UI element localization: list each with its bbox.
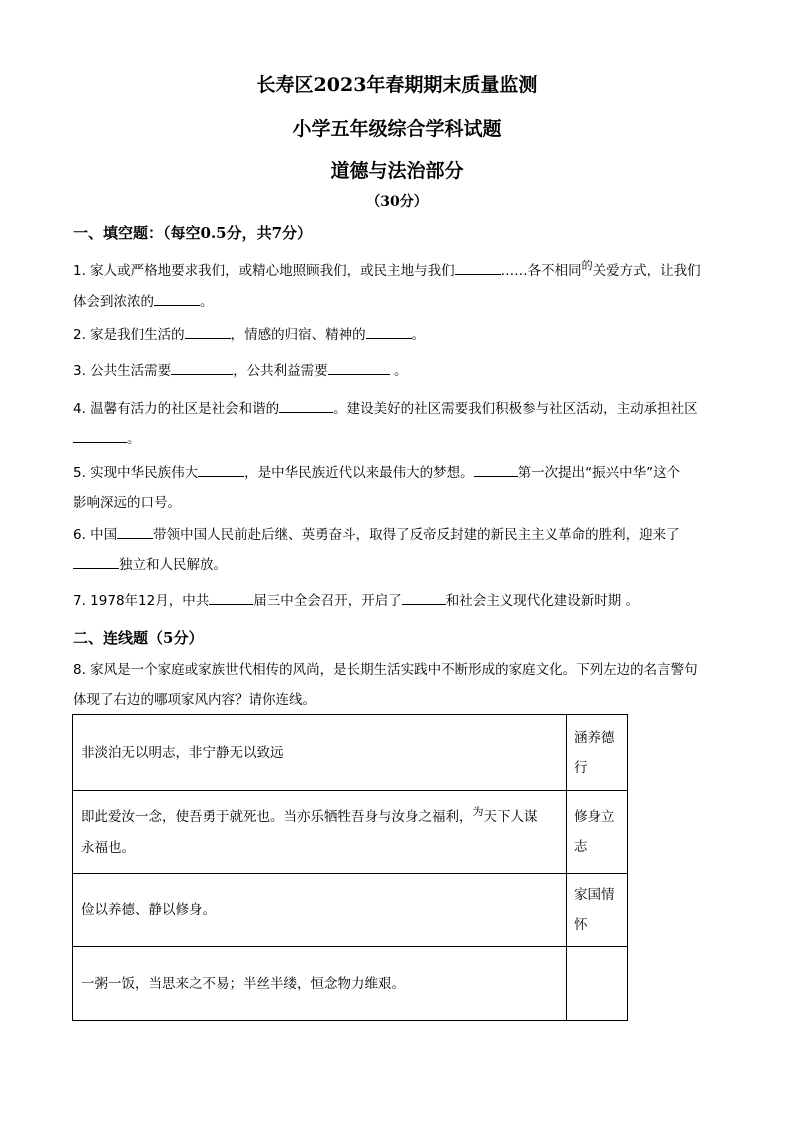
quote-text: 永福也。 [81,839,135,856]
quote-cell[interactable] [73,715,567,791]
question-text: 独立和人民解放。 [119,557,227,573]
answer-blank[interactable] [73,428,127,443]
answer-blank[interactable] [328,360,390,375]
value-cell[interactable] [567,791,628,874]
table-row [73,874,628,947]
quote-text: 为 [472,804,484,818]
question-7 [73,586,728,616]
section-heading-fill-in: 一、填空题：（每空0.5分，共7分） [73,224,313,242]
question-text: 。 [411,327,426,343]
question-text: 。建设美好的社区需要我们积极参与社区活动，主动承担社区 [333,401,698,417]
table-row [73,791,628,874]
question-text: 8. 家风是一个家庭或家族世代相传的风尚，是长期生活实践中不断形成的家庭文化。下列左边的名言警句 [73,662,698,678]
question-text: 第一次提出“振兴中华”这个 [517,465,681,481]
answer-blank[interactable] [279,398,333,413]
question-8 [73,655,728,715]
value-text: 志 [574,839,588,855]
quote-cell[interactable] [73,874,567,947]
question-text: 届三中全会召开，开启了 [253,593,402,609]
value-cell[interactable] [567,715,628,791]
question-2 [73,320,728,350]
exam-title: 长寿区2023年春期期末质量监测 [256,74,538,96]
answer-blank[interactable] [185,324,231,339]
question-text: ，公共利益需要 [233,363,328,379]
question-text: 影响深远的口号。 [73,495,181,511]
quote-text: 非淡泊无以明志，非宁静无以致远 [81,744,284,761]
question-text: ，是中华民族近代以来最伟大的梦想。 [244,465,474,481]
question-6 [73,520,728,580]
quote-text: 天下人谋 [483,808,538,825]
value-text: 家国情 [574,887,615,903]
answer-blank[interactable] [198,462,244,477]
quote-text: 一粥一饭，当思来之不易；半丝半缕，恒念物力维艰。 [81,975,405,992]
table-row [73,947,628,1021]
quote-text: 即此爱汝一念，使吾勇于就死也。当亦乐牺牲吾身与汝身之福利， [81,808,473,825]
question-text: 1. 家人或严格地要求我们，或精心地照顾我们，或民主地与我们 [73,263,455,279]
question-text: 体现了右边的哪项家风内容？请你连线。 [73,692,316,708]
answer-blank[interactable] [209,590,253,605]
table-row [73,715,628,791]
answer-blank[interactable] [154,291,200,306]
part-score: （30分） [366,194,428,210]
question-text: 4. 温馨有活力的社区是社会和谐的 [73,401,280,417]
question-text: 带领中国人民前赴后继、英勇奋斗，取得了反帝反封建的新民主主义革命的胜利，迎来了 [153,527,680,543]
section-heading-matching: 二、连线题（5分） [73,629,204,647]
answer-blank[interactable] [474,462,518,477]
answer-blank[interactable] [171,360,233,375]
question-5 [73,458,728,518]
answer-blank[interactable] [366,324,412,339]
question-text: 。 [389,363,408,379]
question-text: 5. 实现中华民族伟大 [73,465,199,481]
question-text: 。 [200,294,214,310]
value-text: 怀 [574,917,588,933]
answer-blank[interactable] [455,260,501,275]
question-text: 关爱方式，让我们 [592,263,701,279]
value-text: 行 [574,759,588,776]
question-text: 2. 家是我们生活的 [73,327,185,343]
value-text: 修身立 [574,809,615,825]
value-cell[interactable] [567,874,628,947]
question-text: 。 [127,431,141,447]
question-text: ……各不相同 [500,263,582,279]
answer-blank[interactable] [73,554,119,569]
exam-subtitle: 小学五年级综合学科试题 [292,118,502,140]
value-cell[interactable] [567,947,628,1021]
quote-text: 俭以养德、静以修身。 [81,902,216,918]
question-text: 6. 中国 [73,527,118,543]
question-text: 体会到浓浓的 [73,294,154,310]
quote-cell[interactable] [73,791,567,874]
question-text: 和社会主义现代化建设新时期 。 [445,593,640,609]
answer-blank[interactable] [402,590,446,605]
question-4 [73,394,728,454]
question-text: ，情感的归宿、精神的 [230,327,366,343]
matching-table [72,714,628,1021]
value-text: 涵养德 [574,729,615,746]
part-title: 道德与法治部分 [330,160,464,182]
question-1 [73,256,728,317]
question-text: 3. 公共生活需要 [73,363,172,379]
answer-blank[interactable] [117,524,153,539]
question-text: 7. 1978年12月，中共 [73,593,210,609]
quote-cell[interactable] [73,947,567,1021]
question-text: 的 [581,259,593,272]
question-3 [73,356,728,386]
